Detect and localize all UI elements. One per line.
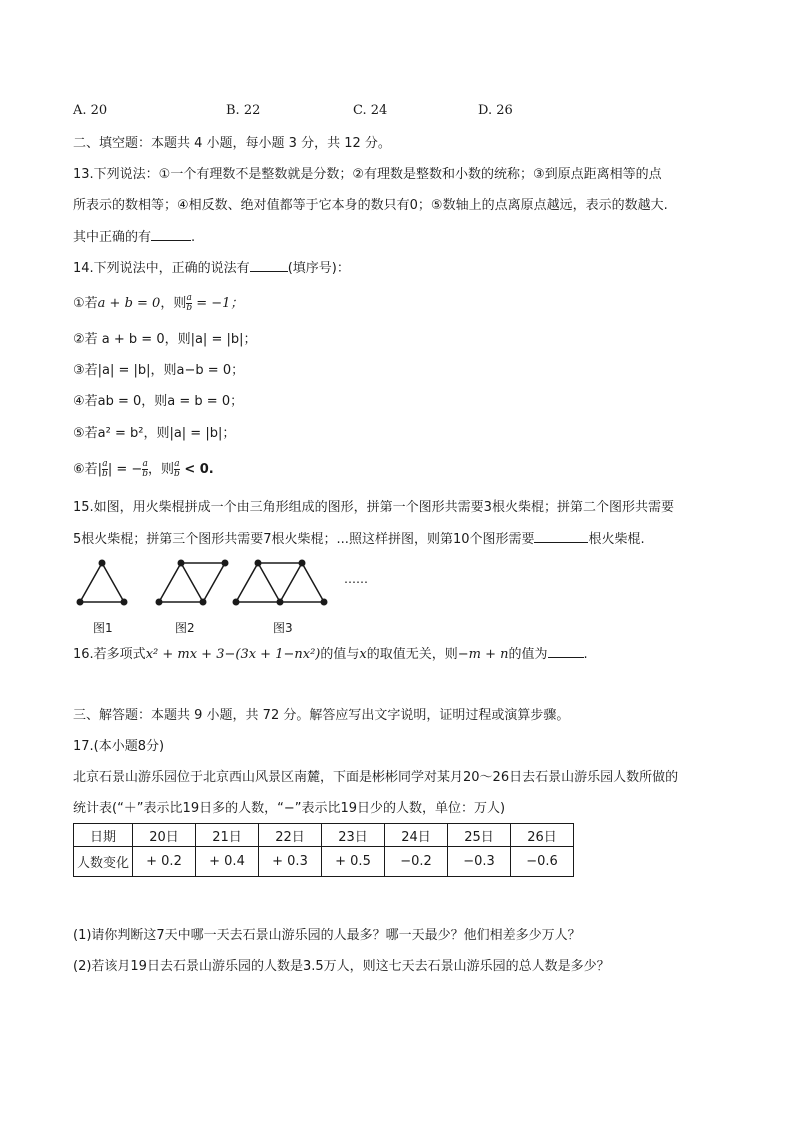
q14-prompt: 14.下列说法中，正确的说法有 [73, 261, 250, 276]
match-head-dot [222, 560, 229, 567]
table-change-cell: + 0.5 [322, 847, 385, 877]
frac-num: a [186, 293, 192, 303]
match-head-dot [99, 560, 106, 567]
q14-o6-mid1: | = − [107, 462, 143, 477]
q14-option-6 [73, 460, 214, 479]
q15-suffix: 根火柴棍. [588, 532, 645, 547]
q16-expression: −m + n [457, 647, 509, 662]
frac-den: b [186, 303, 193, 313]
q17-line-2: 统计表(“＋”表示比19日多的人数，“−”表示比19日少的人数，单位：万人) [73, 801, 506, 816]
q13-prompt: 其中正确的有 [73, 230, 152, 245]
q14-o6-mid2: ，则 [148, 462, 175, 477]
q13-line-2: 所表示的数相等；④相反数、绝对值都等于它本身的数只有0；⑤数轴上的点离原点越远，表示的数越大. [73, 198, 668, 213]
q14-option-3: ③若|a| = |b|，则a−b = 0； [73, 363, 245, 378]
match-head-dot [178, 560, 185, 567]
table-date-cell: 25日 [448, 824, 511, 847]
q17-line-1: 北京石景山游乐园位于北京西山风景区南麓，下面是彬彬同学对某月20～26日去石景山游乐园人数所做的 [73, 770, 679, 785]
frac-den: b [142, 469, 149, 479]
q14-o6-pre: ⑥若| [73, 462, 103, 477]
q17-sub-question-2: (2)若该月19日去石景山游乐园的人数是3.5万人，则这七天去石景山游乐园的总人数是多少？ [73, 959, 610, 974]
section-heading-answer: 三、解答题：本题共 9 小题，共 72 分。解答应写出文字说明，证明过程或演算步骤。 [73, 708, 570, 723]
table-change-cell: −0.6 [511, 847, 574, 877]
figure-3-triangle-up-1 [236, 563, 280, 602]
match-head-dot [277, 599, 284, 606]
table-change-cell: −0.2 [385, 847, 448, 877]
section-heading-fill-in: 二、填空题：本题共 4 小题，每小题 3 分，共 12 分。 [73, 136, 391, 151]
q14-answer-blank[interactable] [250, 259, 288, 272]
q14-hint: (填序号)： [287, 261, 350, 276]
frac-den: b [102, 469, 108, 479]
match-head-dot [200, 599, 207, 606]
figure-1-label: 图1 [93, 621, 113, 635]
q14-option-4: ④若ab = 0，则a = b = 0； [73, 394, 244, 409]
q15-prompt: 5根火柴棍；拼第三个图形共需要7根火柴棍；...照这样拼图，则第10个图形需要 [73, 532, 535, 547]
q16-mid-1: 的值与 [320, 647, 360, 662]
choice-a: A. 20 [73, 103, 108, 118]
figure-2-triangle-down [181, 563, 225, 602]
table-date-cell: 21日 [196, 824, 259, 847]
choice-d: D. 26 [478, 103, 513, 118]
q17-sub-question-1: (1)请你判断这7天中哪一天去石景山游乐园的人最多？哪一天最少？他们相差多少万人？ [73, 928, 581, 943]
q16-line [73, 645, 588, 664]
choice-c: C. 24 [353, 103, 388, 118]
match-head-dot [255, 560, 262, 567]
figure-3-label: 图3 [273, 621, 293, 635]
q16-variable: x [359, 647, 367, 662]
table-row [74, 847, 574, 877]
match-head-dot [156, 599, 163, 606]
q16-answer-blank[interactable] [548, 645, 584, 658]
table-change-cell: −0.3 [448, 847, 511, 877]
figure-1-triangle [80, 563, 124, 602]
q16-mid-3: 的值为 [508, 647, 548, 662]
frac-num: a [142, 459, 148, 469]
q13-period: . [191, 230, 196, 245]
q14-stem [73, 259, 350, 278]
q14-option-1 [73, 294, 243, 313]
table-change-cell: + 0.4 [196, 847, 259, 877]
match-head-dot [321, 599, 328, 606]
table-header-label: 日期 [74, 824, 133, 847]
q16-period: . [583, 647, 588, 662]
match-head-dot [121, 599, 128, 606]
q15-answer-blank[interactable] [534, 530, 588, 543]
q15-line-2 [73, 530, 645, 549]
match-head-dot [299, 560, 306, 567]
match-head-dot [233, 599, 240, 606]
frac-num: a [102, 459, 108, 469]
table-row-label: 人数变化 [74, 847, 133, 877]
table-header-row [74, 824, 574, 847]
q14-o1-post: = −1； [192, 296, 244, 311]
q13-line-1: 13.下列说法：①一个有理数不是整数就是分数；②有理数是整数和小数的统称；③到原点距离相等的点 [73, 167, 662, 182]
choice-b: B. 22 [226, 103, 261, 118]
figure-2-label: 图2 [175, 621, 195, 635]
table-date-cell: 22日 [259, 824, 322, 847]
q14-option-2: ②若 a + b = 0，则|a| = |b|； [73, 332, 257, 347]
q16-polynomial: x² + mx + 3−(3x + 1−nx²) [145, 647, 321, 662]
q13-answer-blank[interactable] [151, 228, 191, 241]
q16-mid-2: 的取值无关，则 [366, 647, 458, 662]
q14-o6-post: < 0. [179, 462, 214, 477]
table-date-cell: 26日 [511, 824, 574, 847]
q13-line-3 [73, 228, 195, 247]
visitor-change-table [73, 823, 574, 877]
table-change-cell: + 0.2 [133, 847, 196, 877]
figure-2-triangle-up [159, 563, 203, 602]
q14-o1-mid: ，则 [160, 296, 187, 311]
q15-line-1: 15.如图，用火柴棍拼成一个由三角形组成的图形，拼第一个图形共需要3根火柴棍；拼第二个图形共需要 [73, 500, 674, 515]
frac-den: b [174, 469, 180, 479]
table-date-cell: 24日 [385, 824, 448, 847]
q14-option-5: ⑤若a² = b²，则|a| = |b|； [73, 426, 236, 441]
q14-o1-expr: a + b = 0 [97, 296, 161, 311]
figure-ellipsis: …… [344, 572, 368, 586]
frac-num: a [174, 459, 180, 469]
q16-prefix: 16.若多项式 [73, 647, 146, 662]
figure-3-triangle-up-2 [280, 563, 324, 602]
table-date-cell: 20日 [133, 824, 196, 847]
matchstick-triangles-figure [68, 555, 388, 615]
q17-title: 17.(本小题8分) [73, 739, 165, 754]
q14-o1-pre: ①若 [73, 296, 98, 311]
table-change-cell: + 0.3 [259, 847, 322, 877]
match-head-dot [77, 599, 84, 606]
table-date-cell: 23日 [322, 824, 385, 847]
figure-3-triangle-down [258, 563, 302, 602]
